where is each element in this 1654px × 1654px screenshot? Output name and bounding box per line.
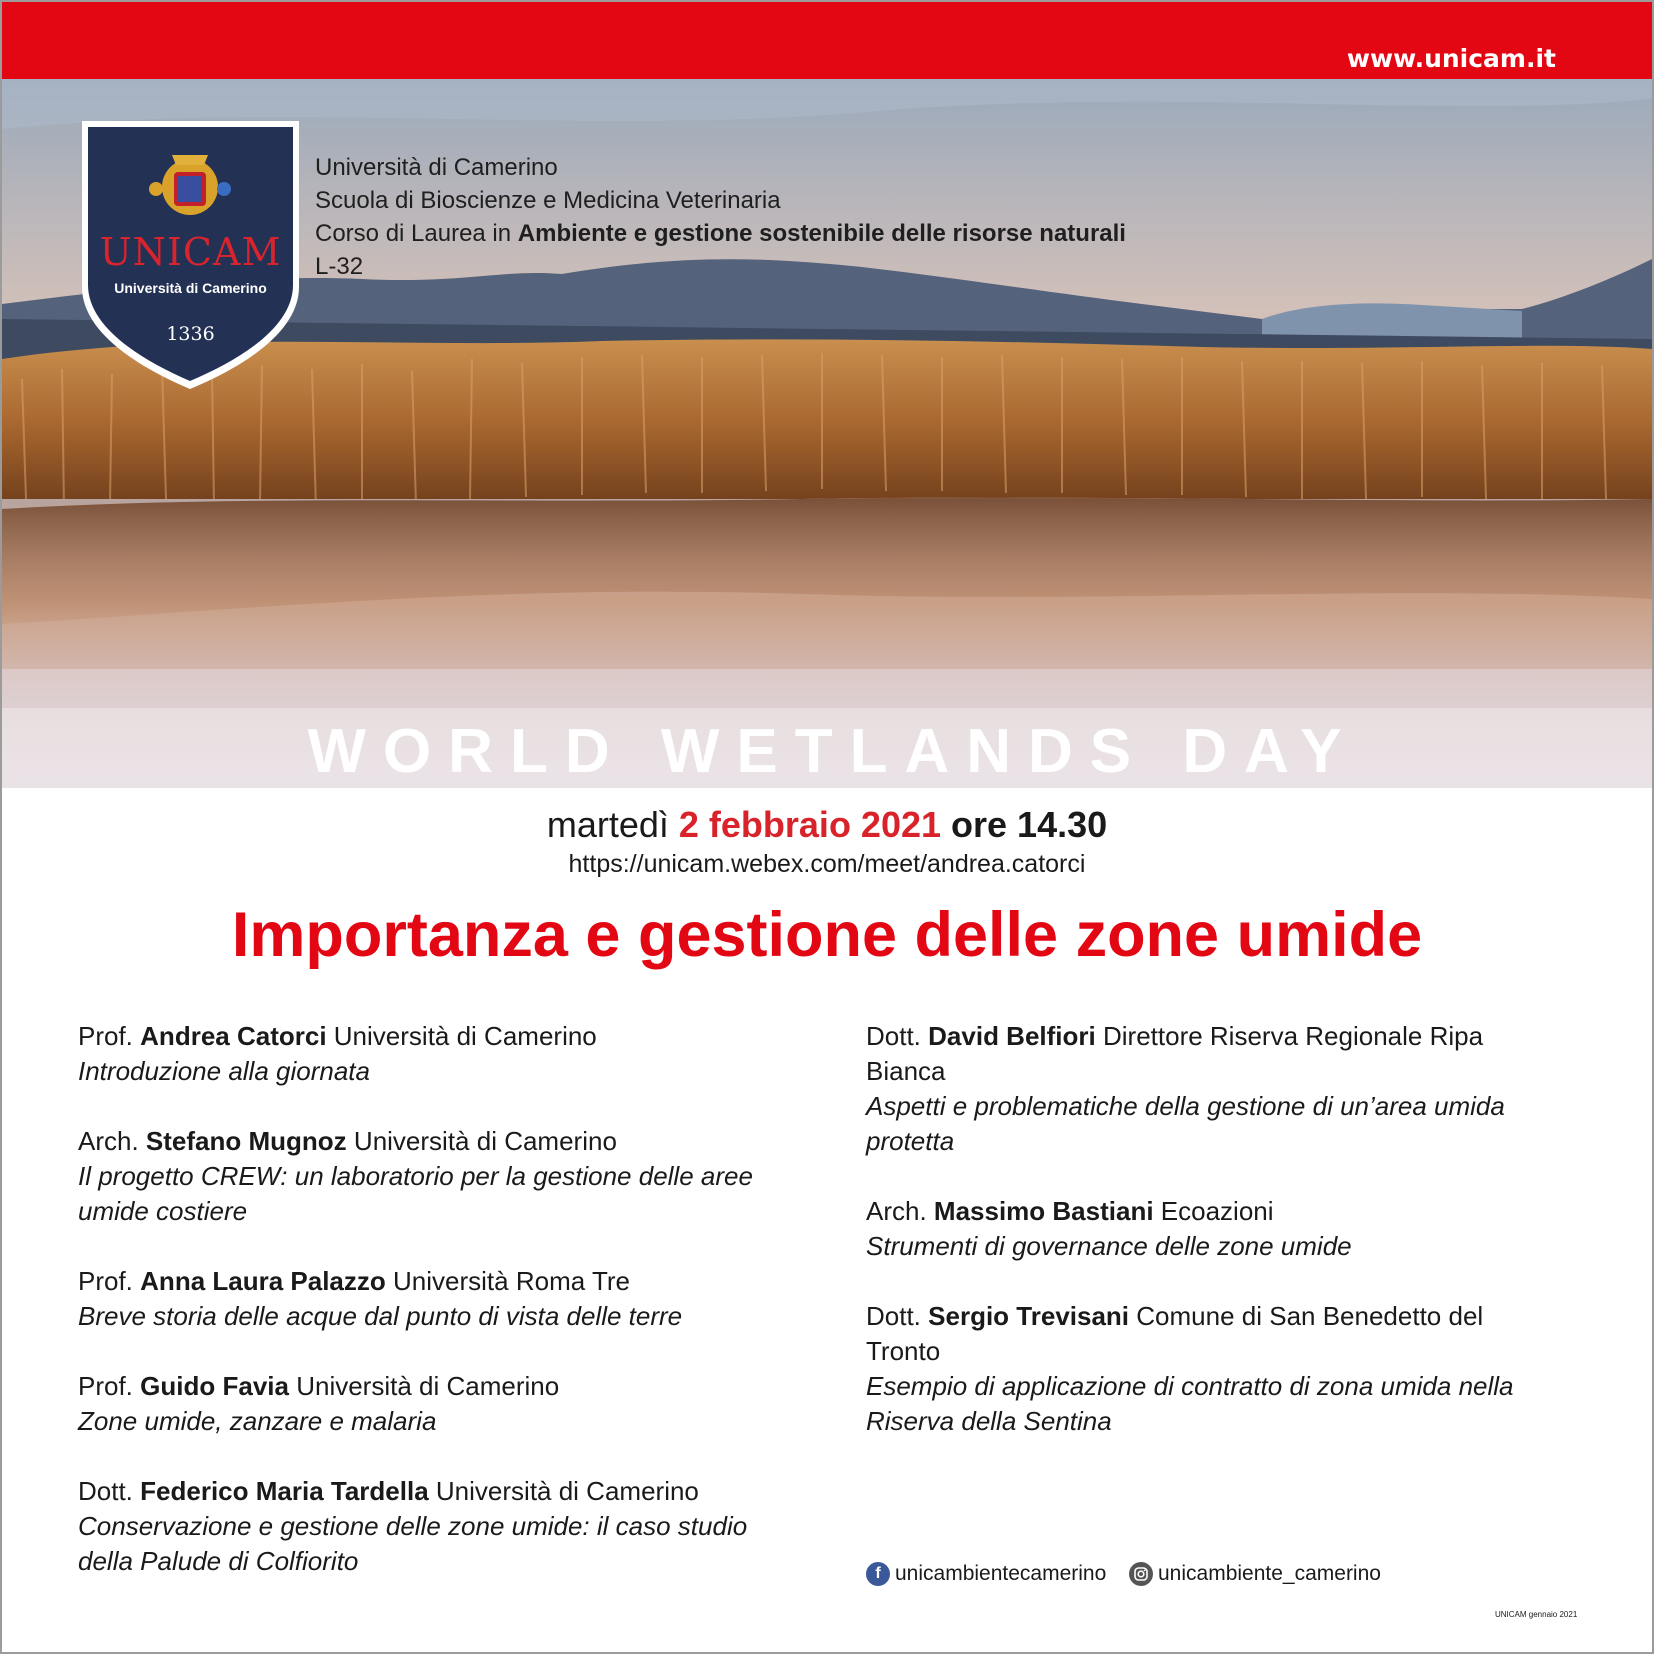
speakers-right-column <box>866 1019 1526 1474</box>
speaker-name: Sergio Trevisani <box>928 1301 1130 1331</box>
speaker-title: Arch. <box>78 1126 139 1156</box>
webex-link[interactable]: https://unicam.webex.com/meet/andrea.catorci <box>568 850 1086 878</box>
facebook-icon: f <box>866 1562 890 1586</box>
speaker-entry <box>78 1264 778 1334</box>
speaker-title: Dott. <box>866 1021 921 1051</box>
speaker-entry <box>866 1299 1526 1439</box>
speaker-affiliation: Direttore Riserva Regionale Ripa Bianca <box>866 1021 1484 1086</box>
footer-credit: UNICAM gennaio 2021 <box>1495 1610 1578 1619</box>
speaker-affiliation: Università Roma Tre <box>393 1266 630 1296</box>
instagram-link[interactable] <box>1129 1562 1381 1586</box>
website-link[interactable]: www.unicam.it <box>1346 44 1556 73</box>
institution-class-code: L-32 <box>315 253 364 280</box>
speaker-name: Stefano Mugnoz <box>145 1126 347 1156</box>
speaker-affiliation: Ecoazioni <box>1160 1196 1274 1226</box>
facebook-handle: unicambientecamerino <box>895 1562 1107 1585</box>
top-red-bar <box>2 2 1652 79</box>
unicam-logo <box>78 117 303 393</box>
speaker-topic: Strumenti di governance delle zone umide <box>866 1231 1352 1261</box>
speaker-affiliation: Università di Camerino <box>435 1476 699 1506</box>
course-prefix: Corso di Laurea in <box>315 220 518 247</box>
logo-year: 1336 <box>166 323 215 345</box>
instagram-handle: unicambiente_camerino <box>1158 1562 1381 1585</box>
logo-subtitle: Università di Camerino <box>114 280 267 296</box>
logo-wordmark: UNICAM <box>99 230 282 274</box>
speaker-affiliation: Università di Camerino <box>353 1126 617 1156</box>
event-banner-title: WORLD WETLANDS DAY <box>307 717 1359 786</box>
institution-block <box>315 151 1126 283</box>
institution-school: Scuola di Bioscienze e Medicina Veterinaria <box>315 187 781 214</box>
speaker-name: Federico Maria Tardella <box>140 1476 429 1506</box>
event-time: ore 14.30 <box>951 804 1108 845</box>
facebook-link[interactable] <box>866 1562 1106 1586</box>
speaker-topic: Zone umide, zanzare e malaria <box>78 1406 437 1436</box>
event-date: 2 febbraio 2021 <box>678 804 942 845</box>
speaker-entry <box>78 1019 778 1089</box>
speaker-topic: Breve storia delle acque dal punto di vista delle terre <box>78 1301 683 1331</box>
speaker-name: Massimo Bastiani <box>933 1196 1154 1226</box>
speaker-name: David Belfiori <box>928 1021 1096 1051</box>
speaker-title: Dott. <box>866 1301 921 1331</box>
speaker-entry <box>78 1474 778 1579</box>
speaker-title: Prof. <box>78 1371 133 1401</box>
speaker-topic: Conservazione e gestione delle zone umide: il caso studio della Palude di Colfiorito <box>78 1511 748 1576</box>
speaker-title: Dott. <box>78 1476 133 1506</box>
speaker-affiliation: Università di Camerino <box>296 1371 560 1401</box>
speaker-topic: Il progetto CREW: un laboratorio per la gestione delle aree umide costiere <box>78 1161 753 1226</box>
institution-course <box>315 217 1126 250</box>
event-headline: Importanza e gestione delle zone umide <box>231 900 1423 970</box>
speaker-affiliation: Università di Camerino <box>333 1021 597 1051</box>
speakers-left-column <box>78 1019 778 1614</box>
speaker-affiliation: Comune di San Benedetto del Tronto <box>866 1301 1484 1366</box>
speaker-title: Prof. <box>78 1266 133 1296</box>
speaker-entry <box>78 1124 778 1229</box>
event-date-line <box>0 804 1654 846</box>
speaker-name: Andrea Catorci <box>140 1021 327 1051</box>
speaker-title: Arch. <box>866 1196 927 1226</box>
speaker-topic: Aspetti e problematiche della gestione di un’area umida protetta <box>866 1091 1505 1156</box>
institution-university: Università di Camerino <box>315 154 558 181</box>
speaker-entry <box>78 1369 778 1439</box>
speaker-entry <box>866 1019 1526 1159</box>
event-day: martedì <box>546 804 669 845</box>
speaker-title: Prof. <box>78 1021 133 1051</box>
speaker-name: Guido Favia <box>140 1371 289 1401</box>
speaker-topic: Esempio di applicazione di contratto di zona umida nella Riserva della Sentina <box>866 1371 1514 1436</box>
speaker-entry <box>866 1194 1526 1264</box>
instagram-icon <box>1129 1562 1153 1586</box>
course-name: Ambiente e gestione sostenibile delle risorse naturali <box>517 220 1126 247</box>
speaker-name: Anna Laura Palazzo <box>140 1266 386 1296</box>
speaker-topic: Introduzione alla giornata <box>78 1056 370 1086</box>
